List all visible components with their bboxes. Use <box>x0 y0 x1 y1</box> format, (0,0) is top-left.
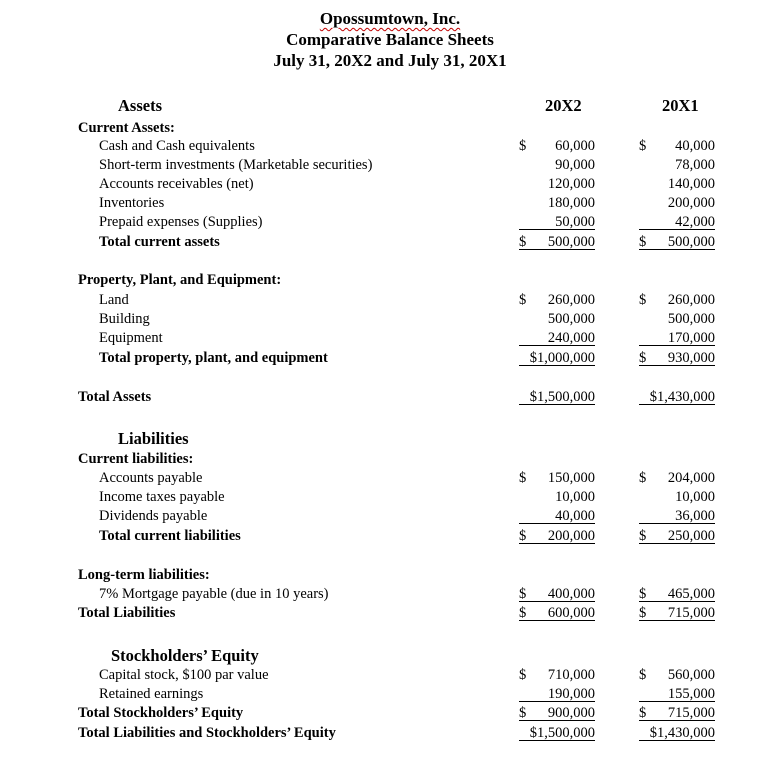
company-name: Opossumtown, Inc. <box>319 9 461 28</box>
value-20x1: $1,430,000 <box>639 724 715 741</box>
value-20x2: 90,000 <box>555 157 595 173</box>
value-20x1: 200,000 <box>667 195 715 211</box>
value-20x1: $ 204,000 <box>639 470 715 486</box>
value-20x2: $ 900,000 <box>519 705 595 721</box>
table-row: 7% Mortgage payable (due in 10 years) $ 400,000 $ 465,000 <box>99 586 715 602</box>
value-20x2: $ 200,000 <box>519 528 595 544</box>
value-20x1: 42,000 <box>639 213 715 230</box>
table-row: Land $ 260,000 $ 260,000 <box>99 292 715 308</box>
value-20x2: 40,000 <box>519 507 595 524</box>
ppe-heading: Property, Plant, and Equipment: <box>78 272 282 288</box>
value-20x1: $ 500,000 <box>639 234 715 250</box>
table-row: Building 500,000 500,000 <box>99 311 715 327</box>
total-assets-row: Total Assets $1,500,000 $1,430,000 <box>78 389 715 405</box>
value-20x2: $ 500,000 <box>519 234 595 250</box>
table-row: Inventories 180,000 200,000 <box>99 195 715 211</box>
table-row: Retained earnings 190,000 155,000 <box>99 686 715 702</box>
value-20x1: $ 40,000 <box>639 138 715 154</box>
section-equity: Stockholders’ Equity <box>111 646 259 665</box>
value-20x1: $ 260,000 <box>639 292 715 308</box>
value-20x2: 10,000 <box>555 489 595 505</box>
column-header-20x1: 20X1 <box>662 96 699 115</box>
liabilities-heading-row <box>0 429 780 448</box>
statement-title: Comparative Balance Sheets <box>286 30 494 49</box>
value-20x1: $ 715,000 <box>639 705 715 721</box>
total-row: Total Stockholders’ Equity $ 900,000 $ 715,000 <box>78 705 715 721</box>
table-row: Equipment 240,000 170,000 <box>99 330 715 346</box>
value-20x2: $ 260,000 <box>519 292 595 308</box>
table-row: Dividends payable 40,000 36,000 <box>99 508 715 524</box>
value-20x1: $1,430,000 <box>639 388 715 405</box>
table-row: Accounts receivables (net) 120,000 140,000 <box>99 176 715 192</box>
current-liabilities-heading: Current liabilities: <box>78 451 194 467</box>
value-20x1: 140,000 <box>667 176 715 192</box>
current-assets-heading: Current Assets: <box>78 120 175 136</box>
value-20x1: $ 930,000 <box>639 350 715 366</box>
value-20x2: $ 710,000 <box>519 667 595 683</box>
total-row: Total property, plant, and equipment $1,000,000 $ 930,000 <box>99 350 715 366</box>
value-20x2: $ 400,000 <box>519 586 595 602</box>
value-20x2: 190,000 <box>519 685 595 702</box>
value-20x2: 500,000 <box>547 311 595 327</box>
long-term-heading: Long-term liabilities: <box>78 567 210 583</box>
value-20x1: 155,000 <box>639 685 715 702</box>
value-20x1: 78,000 <box>675 157 715 173</box>
value-20x2: $ 150,000 <box>519 470 595 486</box>
value-20x2: 240,000 <box>519 329 595 346</box>
table-row: Prepaid expenses (Supplies) 50,000 42,000 <box>99 214 715 230</box>
statement-date: July 31, 20X2 and July 31, 20X1 <box>273 51 507 70</box>
table-row: Income taxes payable 10,000 10,000 <box>99 489 715 505</box>
total-row: Total current assets $ 500,000 $ 500,000 <box>99 234 715 250</box>
section-assets: Assets <box>118 96 162 115</box>
value-20x1: $ 715,000 <box>639 605 715 621</box>
value-20x2: $1,000,000 <box>519 349 595 366</box>
section-liabilities: Liabilities <box>118 429 189 448</box>
table-row: Short-term investments (Marketable securities) 90,000 78,000 <box>99 157 715 173</box>
value-20x1: 10,000 <box>675 489 715 505</box>
value-20x1: $ 250,000 <box>639 528 715 544</box>
value-20x2: $1,500,000 <box>519 388 595 405</box>
total-liabilities-row: Total Liabilities $ 600,000 $ 715,000 <box>78 605 715 621</box>
value-20x2: $ 600,000 <box>519 605 595 621</box>
value-20x2: 120,000 <box>547 176 595 192</box>
value-20x2: 180,000 <box>547 195 595 211</box>
value-20x2: $1,500,000 <box>519 724 595 741</box>
column-header-20x2: 20X2 <box>545 96 582 115</box>
value-20x1: 500,000 <box>667 311 715 327</box>
value-20x2: $ 60,000 <box>519 138 595 154</box>
total-row: Total current liabilities $ 200,000 $ 250,000 <box>99 528 715 544</box>
assets-header-row <box>0 96 780 115</box>
equity-heading-row <box>0 646 780 665</box>
table-row: Capital stock, $100 par value $ 710,000 $ 560,000 <box>99 667 715 683</box>
table-row: Cash and Cash equivalents $ 60,000 $ 40,000 <box>99 138 715 154</box>
value-20x1: 36,000 <box>639 507 715 524</box>
value-20x2: 50,000 <box>519 213 595 230</box>
grand-total-row: Total Liabilities and Stockholders’ Equity $1,500,000 $1,430,000 <box>78 725 715 741</box>
value-20x1: $ 560,000 <box>639 667 715 683</box>
table-row: Accounts payable $ 150,000 $ 204,000 <box>99 470 715 486</box>
value-20x1: 170,000 <box>639 329 715 346</box>
value-20x1: $ 465,000 <box>639 586 715 602</box>
